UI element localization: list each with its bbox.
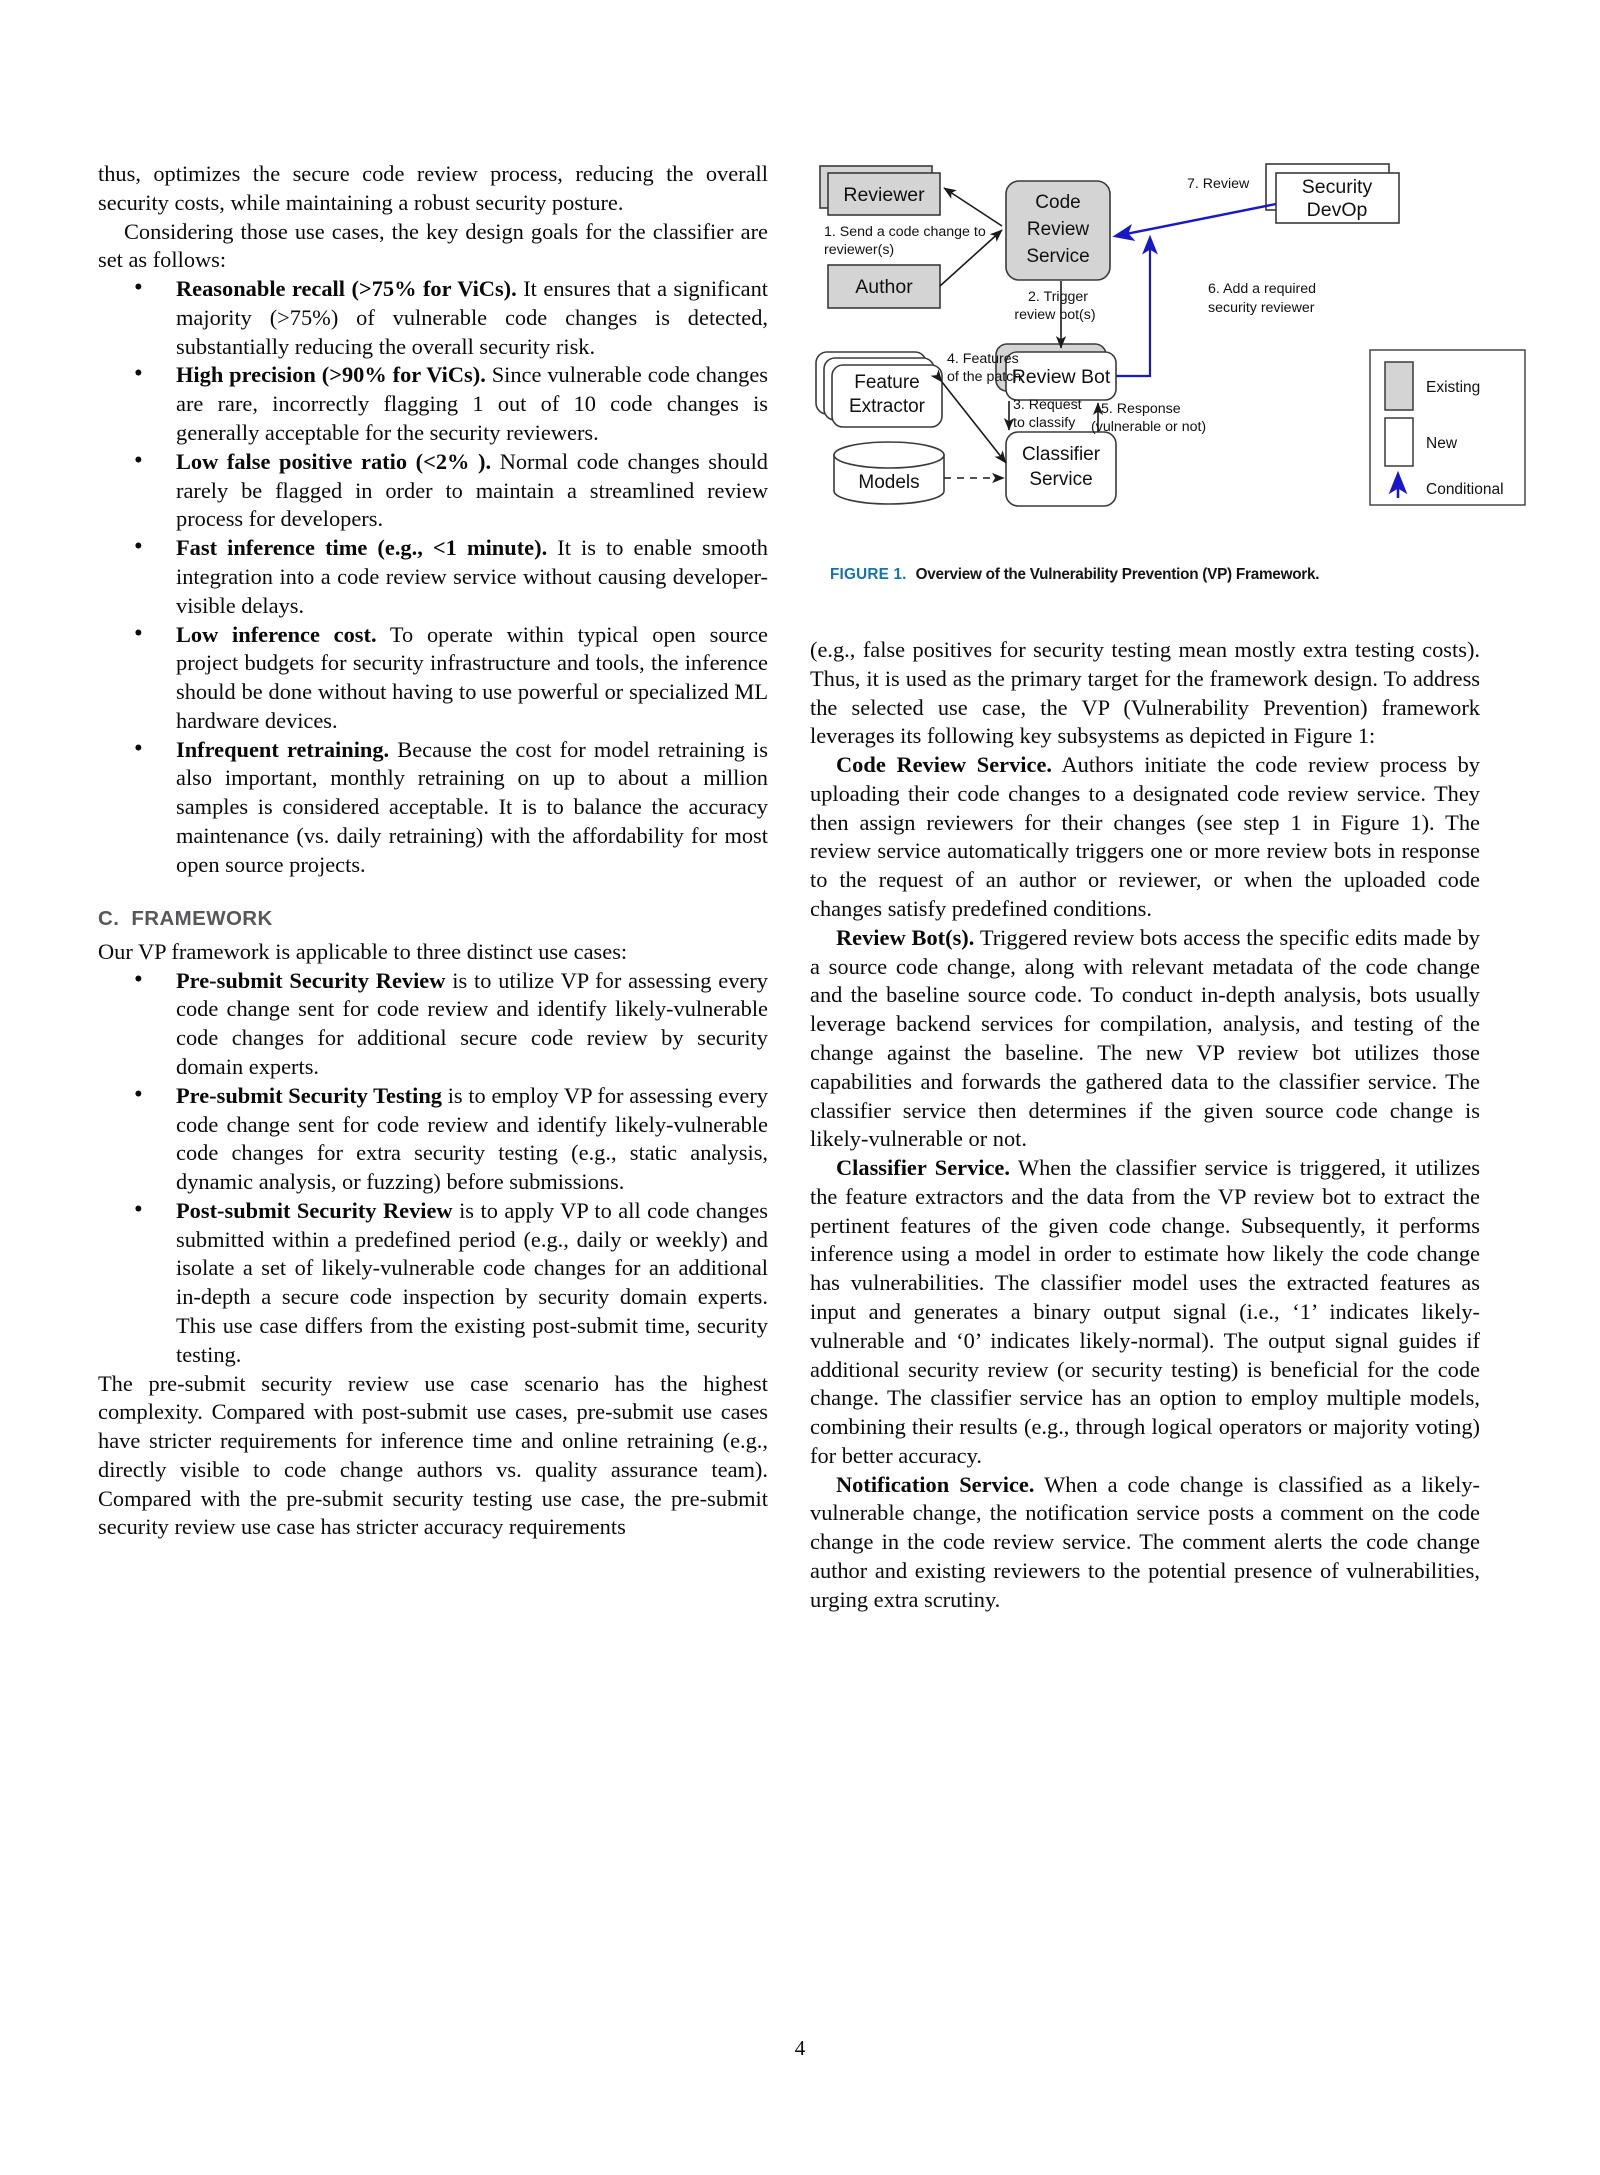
arrow-feature-extractor-classifier bbox=[942, 382, 1006, 463]
section-heading-framework bbox=[98, 906, 768, 932]
edge-label-step6-line2: security reviewer bbox=[1208, 300, 1315, 316]
legend-swatch-new bbox=[1385, 418, 1413, 466]
design-goal-body: Because the cost for model retraining is also important, monthly retraining on up to about a million samples is considered acceptable. It is to balance the accuracy maintenance (vs. daily retraining) with the affordability for most open source projects. bbox=[176, 736, 768, 877]
node-feature-extractor-line1: Feature bbox=[854, 372, 920, 393]
edge-label-step6 bbox=[1208, 281, 1316, 316]
design-goals-list bbox=[98, 275, 768, 879]
design-goal-body: To operate within typical open source project budgets for security infrastructure and tools, the inference should be done without having to use powerful or specialized ML hardware devices. bbox=[176, 621, 768, 733]
subsystem-lead-review-bot: Review Bot(s). bbox=[836, 924, 975, 950]
use-case-item bbox=[98, 1082, 768, 1197]
use-case-lead: Post-submit Security Review bbox=[176, 1197, 453, 1223]
use-case-body: is to utilize VP for assessing every code change sent for code review and identify likely-vulnerable code changes for additional secure code review by security domain experts. bbox=[176, 967, 768, 1079]
design-goal-lead: High precision (>90% for ViCs). bbox=[176, 362, 486, 388]
edge-label-step5-line1: 5. Response bbox=[1101, 401, 1181, 417]
node-models-label: Models bbox=[858, 472, 920, 493]
paragraph-complexity: The pre-submit security review use case scenario has the highest complexity. Compared with post-submit use cases, pre-submit use cases have stricter requirements for inference time and online retraining (e.g., directly visible to code change authors vs. quality assurance team). Compared with the pre-submit security testing use case, the pre-submit security review use case has stricter accuracy requirements bbox=[98, 1370, 768, 1540]
subsystem-body-notification-service: When a code change is classified as a likely-vulnerable change, the notification service posts a comment on the code change in the code review service. The comment alerts the code change author and existing reviewers to the potential presence of vulnerabilities, urging extra scrutiny. bbox=[810, 1471, 1480, 1612]
edge-label-step5 bbox=[1091, 401, 1206, 435]
design-goal-item bbox=[98, 736, 768, 880]
node-classifier-service bbox=[1006, 432, 1116, 506]
use-cases-list bbox=[98, 967, 768, 1370]
edge-label-step2-line2: review bot(s) bbox=[1014, 307, 1096, 323]
edge-label-step3-line1: 3. Request bbox=[1013, 397, 1082, 413]
node-review-bot-label: Review Bot bbox=[1011, 366, 1111, 388]
design-goal-lead: Reasonable recall (>75% for ViCs). bbox=[176, 276, 517, 302]
arrow-crs-to-reviewer bbox=[944, 188, 1002, 226]
node-code-review-service-line1: Code bbox=[1035, 192, 1081, 213]
figure-legend bbox=[1370, 350, 1525, 505]
figure-1 bbox=[810, 160, 1532, 590]
node-author bbox=[828, 265, 940, 308]
section-letter: C. bbox=[98, 906, 120, 930]
node-feature-extractor bbox=[816, 352, 942, 427]
paragraph-eg: (e.g., false positives for security testing mean mostly extra testing costs). Thus, it is used as the primary target for the framework design. To address the selected use case, the VP (Vulnerability Prevention) framework leverages its following key subsystems as depicted in Figure 1: bbox=[810, 637, 1480, 749]
edge-label-step1-line2: reviewer(s) bbox=[824, 242, 895, 258]
use-case-body: is to employ VP for assessing every code change sent for code review and identify likely-vulnerable code changes for extra security testing (e.g., static analysis, dynamic analysis, or fuzzing) before submissions. bbox=[176, 1082, 768, 1195]
edge-label-step1-line1: 1. Send a code change to bbox=[824, 224, 986, 240]
figure-caption bbox=[830, 566, 1530, 584]
design-goal-body: It is to enable smooth integration into a code review service without causing developer-visible delays. bbox=[176, 535, 768, 618]
paragraph-classifier-service bbox=[810, 1154, 1480, 1471]
subsystem-lead-classifier-service: Classifier Service. bbox=[836, 1155, 1010, 1181]
design-goal-lead: Low false positive ratio (<2% ). bbox=[176, 448, 492, 474]
right-column bbox=[810, 636, 1480, 1615]
node-classifier-service-line2: Service bbox=[1029, 469, 1093, 490]
node-code-review-service bbox=[1006, 181, 1110, 280]
edge-label-step1 bbox=[824, 224, 986, 258]
legend-label-conditional: Conditional bbox=[1426, 481, 1504, 498]
node-feature-extractor-line2: Extractor bbox=[848, 396, 926, 417]
subsystem-body-review-bot: Triggered review bots access the specific edits made by a source code change, along with relevant metadata of the code change and the baseline source code. To conduct in-depth analysis, bots usually leverage backend services for compilation, analysis, and testing of the change against the baseline. The new VP review bot utilizes those capabilities and forwards the gathered data to the classifier service. The classifier service then determines if the given source code change is likely-vulnerable or not. bbox=[810, 924, 1480, 1152]
figure-caption-number: FIGURE 1. bbox=[830, 566, 907, 583]
design-goal-lead: Low inference cost. bbox=[176, 621, 377, 647]
edge-label-step4-line2: of the patch bbox=[947, 369, 1022, 385]
edge-label-step3-line2: to classify bbox=[1013, 415, 1076, 431]
subsystem-body-code-review-service: Authors initiate the code review process by uploading their code changes to a designated code review service. They then assign reviewers for their changes (see step 1 in Figure 1). The review service automatically triggers one or more review bots in response to the request of an author or reviewer, or when the uploaded code changes satisfy predefined conditions. bbox=[810, 752, 1480, 922]
page-number: 4 bbox=[794, 2036, 806, 2060]
use-case-body: is to apply VP to all code changes submitted within a predefined period (e.g., daily or weekly) and isolate a set of likely-vulnerable code changes for an additional in-depth a secure code inspection by security domain experts. This use case differs from the existing post-submit time, security testing. bbox=[176, 1197, 768, 1367]
node-models bbox=[834, 442, 944, 504]
paragraph-review-bot bbox=[810, 924, 1480, 1154]
use-case-lead: Pre-submit Security Testing bbox=[176, 1082, 442, 1108]
left-column bbox=[98, 160, 768, 1542]
edge-label-step2-line1: 2. Trigger bbox=[1028, 289, 1088, 305]
node-reviewer-label: Reviewer bbox=[843, 184, 925, 206]
design-goal-item bbox=[98, 448, 768, 534]
edge-label-step6-line1: 6. Add a required bbox=[1208, 281, 1317, 297]
node-author-label: Author bbox=[855, 276, 913, 298]
arrow-conditional-add-reviewer bbox=[1116, 238, 1150, 376]
design-goal-body: It ensures that a significant majority (>75%) of vulnerable code changes is detected, substantially reducing the overall security risk. bbox=[176, 276, 769, 359]
legend-label-existing: Existing bbox=[1426, 379, 1481, 396]
arrow-security-devop-review bbox=[1116, 204, 1276, 236]
use-case-item bbox=[98, 1197, 768, 1370]
edge-label-step2 bbox=[1014, 289, 1095, 323]
paragraph-intro: thus, optimizes the secure code review process, reducing the overall security costs, while maintaining a robust security posture. bbox=[98, 161, 768, 215]
paragraph-framework-intro: Our VP framework is applicable to three distinct use cases: bbox=[98, 938, 628, 964]
paragraph-considering: Considering those use cases, the key design goals for the classifier are set as follows: bbox=[98, 218, 768, 273]
node-security-devop-line1: Security bbox=[1301, 176, 1373, 198]
node-security-devop-line2: DevOp bbox=[1306, 199, 1368, 221]
design-goal-body: Normal code changes should rarely be flagged in order to maintain a streamlined review process for developers. bbox=[176, 448, 768, 532]
paragraph-code-review-service bbox=[810, 751, 1480, 924]
legend-label-new: New bbox=[1426, 435, 1458, 452]
paragraph-notification-service bbox=[810, 1471, 1480, 1615]
edge-label-step5-line2: (vulnerable or not) bbox=[1091, 419, 1207, 435]
design-goal-item bbox=[98, 621, 768, 736]
design-goal-lead: Infrequent retraining. bbox=[176, 736, 390, 762]
edge-label-step7: 7. Review bbox=[1187, 176, 1250, 192]
figure-caption-text: Overview of the Vulnerability Prevention (VP) Framework. bbox=[915, 566, 1320, 583]
section-title: FRAMEWORK bbox=[131, 906, 273, 930]
design-goal-lead: Fast inference time (e.g., <1 minute). bbox=[176, 535, 548, 561]
node-code-review-service-line2: Review bbox=[1026, 219, 1090, 240]
design-goal-item bbox=[98, 361, 768, 447]
node-classifier-service-line1: Classifier bbox=[1021, 444, 1101, 465]
subsystem-body-classifier-service: When the classifier service is triggered, it utilizes the feature extractors and the data from the VP review bot to extract the pertinent features of the given code change. Subsequently, it performs inference using a model in order to estimate how likely the code change has vulnerabilities. The classifier model uses the extracted features as input and generates a binary output signal (i.e., ‘1’ indicates likely-vulnerable and ‘0’ indicates likely-normal). The output signal guides if additional security review (or security testing) is beneficial for the code change. The classifier service has an option to employ multiple models, combining their results (e.g., through logical operators or majority voting) for better accuracy. bbox=[810, 1155, 1480, 1468]
node-security-devop bbox=[1266, 164, 1399, 223]
legend-swatch-existing bbox=[1385, 362, 1413, 410]
design-goal-item bbox=[98, 275, 768, 361]
edge-label-step3 bbox=[1013, 397, 1082, 431]
design-goal-body: Since vulnerable code changes are rare, incorrectly flagging 1 out of 10 code changes is generally acceptable for the security reviewers. bbox=[176, 362, 768, 446]
subsystem-lead-code-review-service: Code Review Service. bbox=[836, 752, 1052, 778]
design-goal-item bbox=[98, 534, 768, 620]
node-reviewer bbox=[820, 166, 940, 215]
node-code-review-service-line3: Service bbox=[1026, 246, 1090, 267]
use-case-item bbox=[98, 967, 768, 1082]
subsystem-lead-notification-service: Notification Service. bbox=[836, 1471, 1035, 1497]
use-case-lead: Pre-submit Security Review bbox=[176, 967, 446, 993]
edge-label-step4-line1: 4. Features bbox=[947, 351, 1019, 367]
